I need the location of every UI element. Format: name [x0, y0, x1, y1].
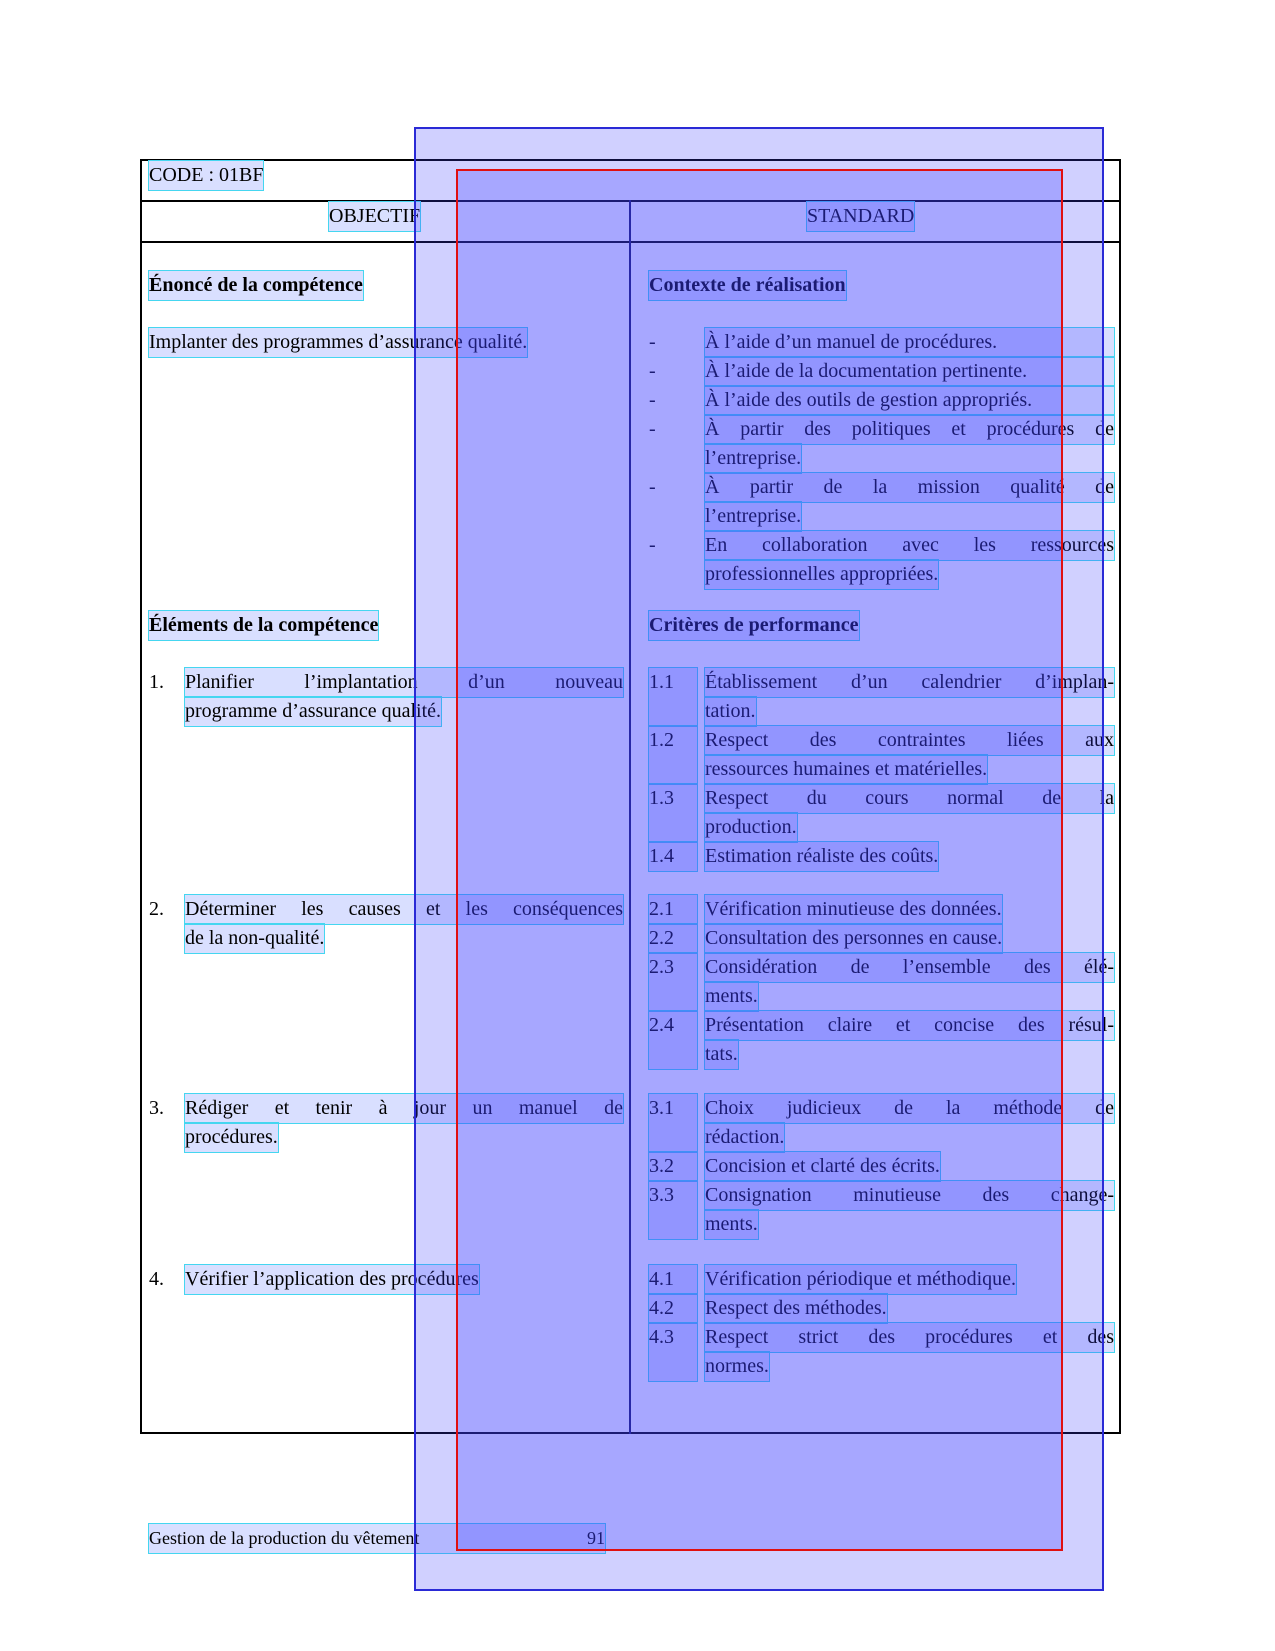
table-right-border	[1119, 159, 1121, 1434]
critere-number: 1.2	[649, 726, 697, 784]
critere-line: Respect des contraintes liées aux	[705, 726, 1114, 755]
contexte-line: À partir des politiques et procédures de	[705, 415, 1114, 444]
critere-line: Respect strict des procédures et des	[705, 1323, 1114, 1352]
critere-line: Estimation réaliste des coûts.	[705, 842, 938, 871]
element-number: 1.	[149, 671, 164, 693]
critere-line: Consultation des personnes en cause.	[705, 924, 1002, 953]
critere-line: Vérification minutieuse des données.	[705, 895, 1002, 924]
enonce-text: Implanter des programmes d’assurance qualité.	[149, 328, 527, 357]
critere-number: 1.4	[649, 842, 697, 871]
bullet: -	[649, 389, 656, 411]
element-line: Vérifier l’application des procédures	[185, 1265, 479, 1294]
element-line: Déterminer les causes et les conséquences	[185, 895, 623, 924]
critere-line: Établissement d’un calendrier d’implan-	[705, 668, 1114, 697]
critere-line: Présentation claire et concise des résul-	[705, 1011, 1114, 1040]
critere-line: Respect du cours normal de la	[705, 784, 1114, 813]
critere-number: 3.2	[649, 1152, 697, 1181]
critere-line: ments.	[705, 982, 758, 1011]
contexte-line: À l’aide de la documentation pertinente.	[705, 357, 1114, 386]
critere-line: production.	[705, 813, 797, 842]
critere-number: 3.1	[649, 1094, 697, 1152]
critere-number: 4.2	[649, 1294, 697, 1323]
enonce-title: Énoncé de la compétence	[149, 271, 363, 300]
header-standard: STANDARD	[807, 202, 914, 231]
critere-line: tats.	[705, 1040, 738, 1069]
element-number: 2.	[149, 898, 164, 920]
contexte-title: Contexte de réalisation	[649, 271, 846, 300]
contexte-line: À l’aide des outils de gestion appropriés.	[705, 386, 1114, 415]
critere-line: Vérification périodique et méthodique.	[705, 1265, 1016, 1294]
element-line: Planifier l’implantation d’un nouveau	[185, 668, 623, 697]
contexte-line: l’entreprise.	[705, 502, 801, 531]
critere-number: 4.1	[649, 1265, 697, 1294]
critere-number: 4.3	[649, 1323, 697, 1381]
page-number: 91	[587, 1528, 605, 1548]
selection-overlay-inner	[456, 169, 1063, 1551]
criteres-title: Critères de performance	[649, 611, 859, 640]
critere-line: Considération de l’ensemble des élé-	[705, 953, 1114, 982]
critere-line: ressources humaines et matérielles.	[705, 755, 987, 784]
element-number: 3.	[149, 1097, 164, 1119]
element-line: programme d’assurance qualité.	[185, 697, 441, 726]
bullet: -	[649, 360, 656, 382]
critere-line: Consignation minutieuse des change-	[705, 1181, 1114, 1210]
element-line: procédures.	[185, 1123, 278, 1152]
critere-number: 2.2	[649, 924, 697, 953]
critere-number: 2.4	[649, 1011, 697, 1069]
contexte-line: l’entreprise.	[705, 444, 801, 473]
bullet: -	[649, 534, 656, 556]
critere-number: 3.3	[649, 1181, 697, 1239]
element-number: 4.	[149, 1268, 164, 1290]
critere-line: Respect des méthodes.	[705, 1294, 887, 1323]
critere-number: 1.3	[649, 784, 697, 842]
contexte-line: En collaboration avec les ressources	[705, 531, 1114, 560]
elements-title: Éléments de la compétence	[149, 611, 378, 640]
critere-line: rédaction.	[705, 1123, 784, 1152]
critere-line: tation.	[705, 697, 756, 726]
critere-line: Concision et clarté des écrits.	[705, 1152, 940, 1181]
contexte-line: À partir de la mission qualité de	[705, 473, 1114, 502]
bullet: -	[649, 418, 656, 440]
critere-line: Choix judicieux de la méthode de	[705, 1094, 1114, 1123]
element-line: de la non-qualité.	[185, 924, 324, 953]
header-objectif: OBJECTIF	[329, 202, 420, 231]
table-left-border	[140, 159, 142, 1434]
critere-number: 1.1	[649, 668, 697, 726]
critere-line: normes.	[705, 1352, 769, 1381]
critere-number: 2.1	[649, 895, 697, 924]
critere-number: 2.3	[649, 953, 697, 1011]
contexte-line: professionnelles appropriées.	[705, 560, 938, 589]
element-line: Rédiger et tenir à jour un manuel de	[185, 1094, 623, 1123]
code-label: CODE : 01BF	[149, 161, 263, 190]
critere-line: ments.	[705, 1210, 758, 1239]
footer-title: Gestion de la production du vêtement	[149, 1528, 420, 1548]
bullet: -	[649, 476, 656, 498]
contexte-line: À l’aide d’un manuel de procédures.	[705, 328, 1114, 357]
bullet: -	[649, 331, 656, 353]
